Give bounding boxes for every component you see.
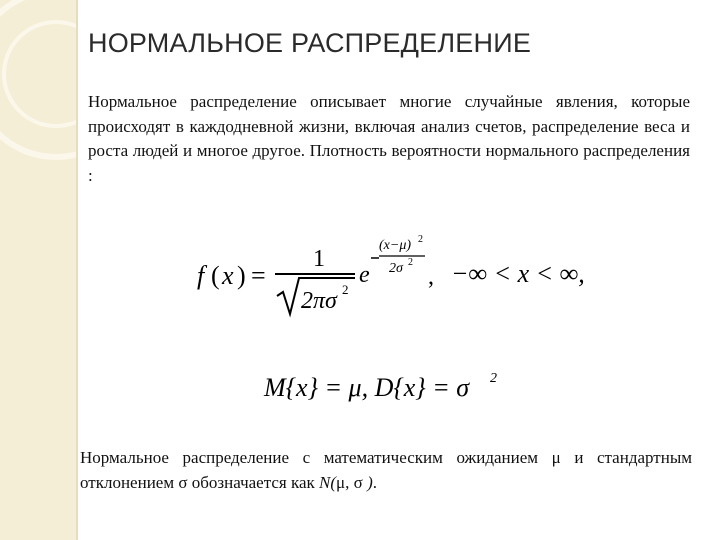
- slide-title: НОРМАЛЬНОЕ РАСПРЕДЕЛЕНИЕ: [88, 28, 532, 58]
- moments-sigma-sq: 2: [490, 371, 497, 386]
- exp-numerator: (x−μ): [379, 238, 412, 253]
- formula-numerator: 1: [313, 246, 325, 272]
- side-band-divider: [76, 0, 78, 540]
- moments-formula: [262, 366, 522, 406]
- notation-N: N(: [319, 473, 337, 492]
- intro-paragraph: Нормальное распределение описывает многие случайные явления, которые происходят в каждодневной жизни, включая анализ счетов, распределение веса и роста людей и многое другое. Плотность вероятности нормального распределения :: [88, 92, 690, 185]
- exp-denominator: 2σ: [389, 261, 403, 276]
- formula-comma: ,: [428, 264, 434, 290]
- decorative-side-band: [0, 0, 76, 540]
- notation-period: .: [372, 473, 377, 492]
- density-formula: [195, 232, 615, 322]
- formula-f: f: [197, 261, 205, 290]
- formula-rparen: ): [237, 261, 246, 290]
- formula-x: x: [222, 261, 234, 290]
- formula-e: e: [359, 262, 370, 288]
- formula-equals: =: [251, 261, 266, 290]
- exp-numerator-sq: 2: [418, 234, 423, 245]
- formula-lparen: (: [211, 261, 220, 290]
- formula-sqrt-body: 2πσ: [301, 288, 337, 314]
- conclusion-paragraph: [80, 445, 692, 495]
- exp-denominator-sq: 2: [408, 257, 413, 268]
- formula-sigma-sq: 2: [342, 282, 349, 297]
- notation-close: ): [367, 473, 373, 492]
- conclusion-text: Нормальное распределение с математическим ожиданием μ и стандартным отклонением σ обозначается как: [80, 448, 692, 492]
- notation-params: μ, σ: [336, 473, 368, 492]
- moments-text: M{x} = μ, D{x} = σ: [264, 373, 470, 402]
- formula-range: −∞ < x < ∞,: [451, 259, 585, 288]
